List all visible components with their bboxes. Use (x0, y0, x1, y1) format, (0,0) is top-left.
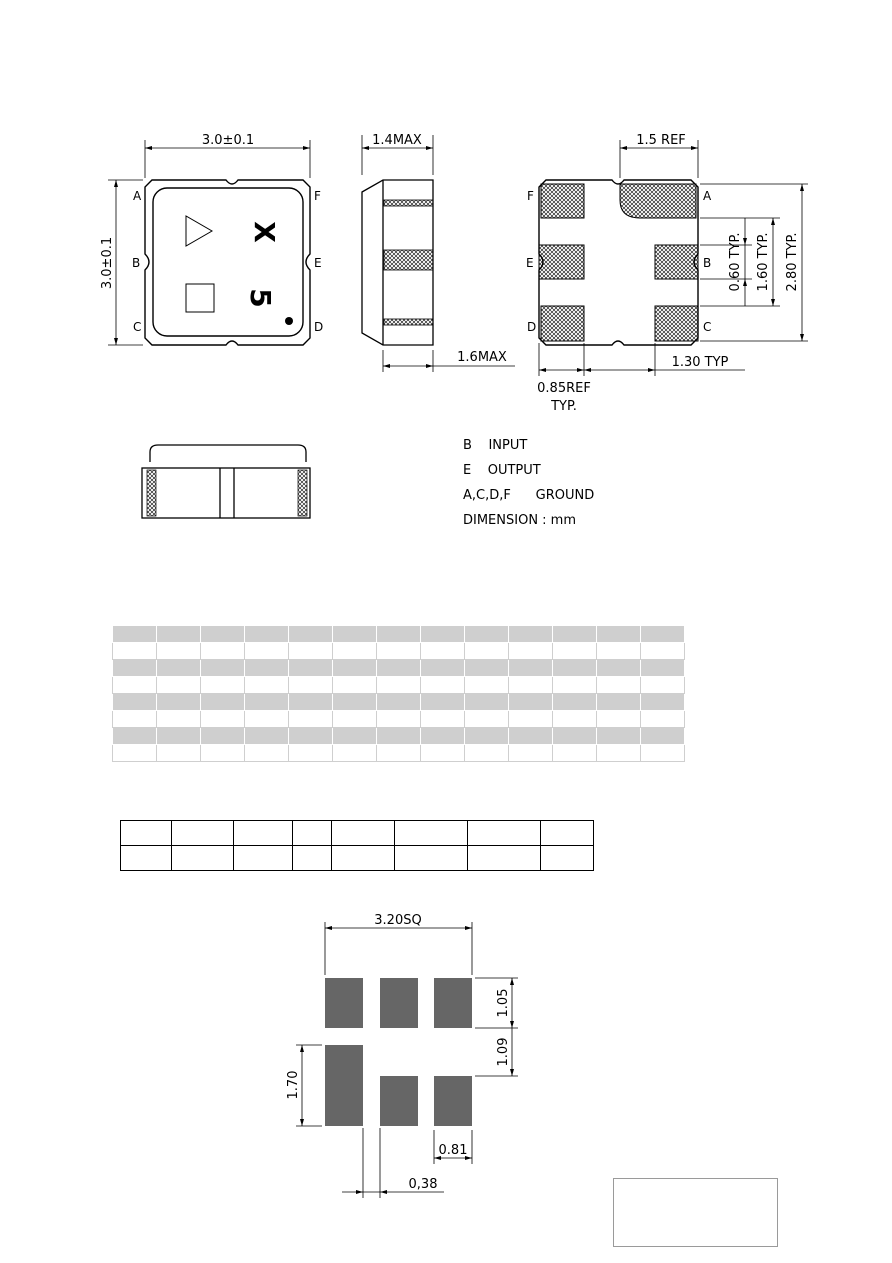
land-gap-dim: 1.09 (496, 1037, 511, 1067)
land-big-pad-dim: 1.70 (286, 1070, 301, 1100)
bottom-pad-dim: 1.30 TYP (671, 355, 729, 370)
pin-label-b: B (132, 256, 141, 270)
table-row (113, 728, 685, 745)
bottom-pin-f: F (527, 189, 534, 203)
side-width-dim: 1.6MAX (457, 350, 507, 365)
bottom-pads (539, 184, 698, 341)
bottom-span-dim: 1.60 TYP. (756, 232, 771, 292)
pin-legend (463, 433, 594, 533)
table-row (113, 660, 685, 677)
legend-dimension: DIMENSION : mm (463, 513, 577, 528)
bottom-pitch-dim: 0.60 TYP. (728, 232, 743, 292)
pin-label-d: D (314, 320, 324, 334)
bottom-pin-d: D (527, 320, 537, 334)
bottom-pad-ref-sub: TYP. (551, 399, 577, 414)
table-row (113, 745, 685, 762)
land-pad-w-dim: 0.81 (438, 1143, 468, 1158)
bottom-pin-a: A (703, 189, 712, 203)
approval-box (613, 1178, 778, 1247)
side-height-dim: 1.4MAX (372, 133, 422, 148)
pin-label-f: F (314, 189, 321, 203)
bottom-pin-c: C (703, 320, 712, 334)
pin-label-c: C (133, 320, 142, 334)
table-row (113, 626, 685, 643)
marking-x: X (248, 221, 281, 243)
side-view-package (362, 180, 433, 345)
top-view-drawing (0, 0, 892, 560)
pin-label-a: A (133, 189, 142, 203)
bottom-pin-e: E (526, 256, 534, 270)
legend-output: E OUTPUT (463, 463, 541, 478)
table-row (113, 643, 685, 660)
top-height-dim: 3.0±0.1 (100, 236, 115, 290)
table-row (113, 711, 685, 728)
table-row (113, 694, 685, 711)
top-width-dim: 3.0±0.1 (201, 133, 255, 148)
pin-label-e: E (314, 256, 322, 270)
table-row (113, 677, 685, 694)
bottom-overall-dim: 2.80 TYP. (785, 232, 800, 292)
pin1-dot (285, 317, 293, 325)
land-width-dim: 3.20SQ (374, 913, 422, 928)
legend-input: B INPUT (463, 438, 528, 453)
legend-ground: A,C,D,F GROUND (463, 488, 595, 503)
land-pattern-drawing (280, 900, 540, 1200)
bottom-pin-b: B (703, 256, 712, 270)
bottom-pad-ref-dim: 0.85REF (537, 381, 591, 396)
spec-grid-table (112, 625, 685, 762)
table-row (121, 846, 594, 871)
front-side-view (142, 445, 310, 518)
land-pads (325, 978, 472, 1126)
table-row (121, 821, 594, 846)
marking-5: 5 (244, 288, 277, 308)
land-spacing-dim: 0,38 (408, 1177, 438, 1192)
land-pad-h-dim: 1.05 (496, 988, 511, 1018)
part-number-table (120, 820, 594, 871)
bottom-top-dim: 1.5 REF (636, 133, 686, 148)
